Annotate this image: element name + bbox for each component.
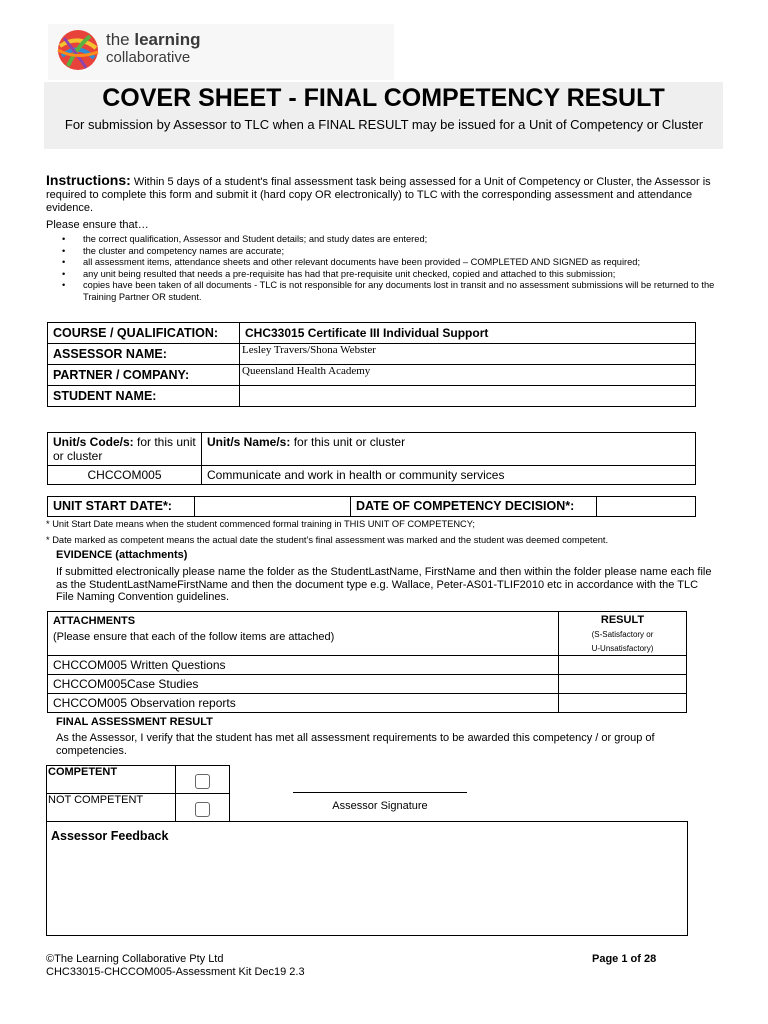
attachments-header: ATTACHMENTS (Please ensure that each of the follow items are attached) [48, 612, 559, 656]
page-subtitle: For submission by Assessor to TLC when a FINAL RESULT may be issued for a Unit of Competency or Cluster [64, 117, 704, 132]
attachment-name: CHCCOM005 Observation reports [48, 694, 559, 713]
unit-code-header: Unit/s Code/s: for this unit or cluster [48, 433, 202, 466]
course-label: COURSE / QUALIFICATION: [48, 323, 240, 344]
details-table [47, 322, 696, 407]
logo-text-line1: the learning [106, 30, 201, 49]
competency-decision-date-label: DATE OF COMPETENCY DECISION*: [351, 497, 597, 517]
attachments-table [47, 611, 687, 713]
instructions-ensure: Please ensure that… [46, 219, 149, 231]
dates-table [47, 496, 696, 517]
dates-row [48, 497, 696, 517]
assessor-signature-label: Assessor Signature [332, 800, 428, 812]
attachment-result-field[interactable] [559, 656, 687, 675]
not-competent-label: NOT COMPETENT [47, 794, 176, 822]
attachment-name: CHCCOM005 Written Questions [48, 656, 559, 675]
bullet-item: • all assessment items, attendance sheets and other relevant documents have been provided – COMPLETED AND SIGNED as required; [62, 257, 720, 269]
table-row [48, 675, 687, 694]
competency-decision-date-field[interactable] [597, 497, 696, 517]
evidence-text: If submitted electronically please name the folder as the StudentLastName, FirstName and then within the folder please name each file as the StudentLastNameFirstName and then the document type e.g. Wallace, Peter-AS01-TLIF2010 etc in accordance with the TLC File Naming Convention guidelines. [56, 566, 712, 603]
assessor-label: ASSESSOR NAME: [48, 344, 240, 365]
competent-checkbox[interactable] [195, 774, 210, 789]
yarn-ball-logo-icon [56, 28, 100, 72]
competent-label: COMPETENT [47, 766, 176, 794]
student-row [48, 386, 696, 407]
assessor-row [48, 344, 696, 365]
logo-text-line2: collaborative [106, 49, 191, 66]
unit-code[interactable]: CHCCOM005 [48, 466, 202, 485]
attachments-header-row [48, 612, 687, 656]
competent-row [47, 766, 230, 794]
course-row [48, 323, 696, 344]
final-result-text: As the Assessor, I verify that the student has met all assessment requirements to be awarded this competency / or group of competencies. [56, 732, 655, 757]
result-header: RESULT (S-Satisfactory or U-Unsatisfactory) [559, 612, 687, 656]
partner-label: PARTNER / COMPANY: [48, 365, 240, 386]
bullet-item: • the cluster and competency names are accurate; [62, 246, 720, 258]
start-date-note: * Unit Start Date means when the student commenced formal training in THIS UNIT OF COMPETENCY; [46, 519, 475, 529]
footer-copyright: ©The Learning Collaborative Pty Ltd [46, 953, 224, 965]
instructions-text: Within 5 days of a student's final assessment task being assessed for a Unit of Competency or Cluster, the Assessor is required to complete this form and submit it (hard copy OR electronically) to TLC with the corresponding assessment and attendance evidence. [46, 176, 711, 214]
course-value[interactable]: CHC33015 Certificate III Individual Support [240, 323, 696, 344]
unit-name[interactable]: Communicate and work in health or community services [202, 466, 696, 485]
not-competent-checkbox[interactable] [195, 802, 210, 817]
attachment-name: CHCCOM005Case Studies [48, 675, 559, 694]
unit-name-header: Unit/s Name/s: for this unit or cluster [202, 433, 696, 466]
bullet-item: • the correct qualification, Assessor and Student details; and study dates are entered; [62, 234, 720, 246]
instructions-label: Instructions: [46, 172, 131, 188]
table-row [48, 694, 687, 713]
bullet-item: • copies have been taken of all documents - TLC is not responsible for any documents lost in transit and no assessment submissions will be returned to the Training Partner OR student. [62, 280, 720, 303]
not-competent-row [47, 794, 230, 822]
not-competent-cell [176, 794, 230, 822]
final-result-heading: FINAL ASSESSMENT RESULT [56, 716, 213, 728]
decision-date-note: * Date marked as competent means the actual date the student’s final assessment was marked and the student was deemed competent. [46, 535, 609, 545]
page-title: COVER SHEET - FINAL COMPETENCY RESULT [102, 84, 665, 112]
unit-start-date-field[interactable] [195, 497, 351, 517]
unit-row [48, 466, 696, 485]
unit-header-row [48, 433, 696, 466]
competent-cell [176, 766, 230, 794]
partner-value[interactable]: Queensland Health Academy [240, 365, 696, 386]
footer-doc-id: CHC33015-CHCCOM005-Assessment Kit Dec19 2.3 [46, 966, 305, 978]
student-name-field[interactable] [240, 386, 696, 407]
unit-start-date-label: UNIT START DATE*: [48, 497, 195, 517]
table-row [48, 656, 687, 675]
attachment-result-field[interactable] [559, 675, 687, 694]
unit-table [47, 432, 696, 485]
assessor-value[interactable]: Lesley Travers/Shona Webster [240, 344, 696, 365]
partner-row [48, 365, 696, 386]
student-label: STUDENT NAME: [48, 386, 240, 407]
competency-table [46, 765, 230, 822]
evidence-heading: EVIDENCE (attachments) [56, 549, 188, 561]
instructions-bullet-list [62, 234, 720, 304]
assessor-signature-line[interactable] [293, 792, 467, 793]
assessor-feedback-heading: Assessor Feedback [51, 829, 169, 843]
instructions [46, 174, 718, 215]
attachment-result-field[interactable] [559, 694, 687, 713]
footer-page-number: Page 1 of 28 [592, 953, 657, 965]
bullet-item: • any unit being resulted that needs a pre-requisite has had that pre-requisite unit checked, copied and attached to this submission; [62, 269, 720, 281]
